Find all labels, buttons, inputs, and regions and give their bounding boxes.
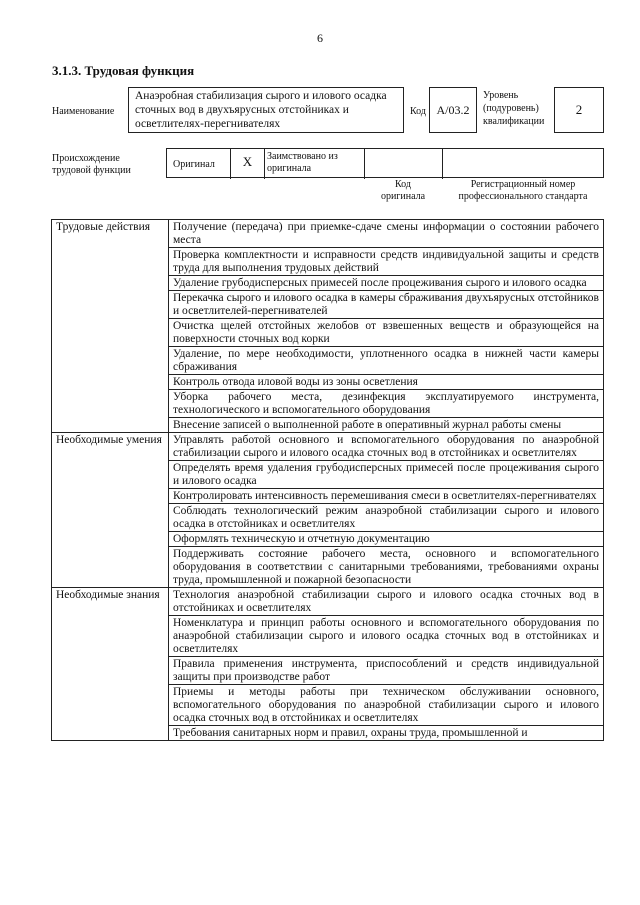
borrowed-cell xyxy=(265,149,365,179)
category-cell: Необходимые знания xyxy=(52,588,169,741)
item-cell: Контролировать интенсивность перемешивания смеси в осветлителях-перегнивателях xyxy=(169,489,604,504)
category-cell: Трудовые действия xyxy=(52,220,169,433)
name-value-box xyxy=(128,87,404,133)
item-cell: Оформлять техническую и отчетную документацию xyxy=(169,532,604,547)
item-cell: Контроль отвода иловой воды из зоны осветления xyxy=(169,375,604,390)
name-value: Анаэробная стабилизация сырого и илового осадка сточных вод в двухъярусных отстойниках и осветлителях-перегнивателях xyxy=(135,90,387,130)
table-row xyxy=(52,588,604,616)
level-label-1: Уровень xyxy=(483,90,519,101)
item-cell: Перекачка сырого и илового осадка в камеры сбраживания двухъярусных отстойников и осветлителей-перегнивателей xyxy=(169,291,604,319)
level-label-3: квалификации xyxy=(483,116,545,127)
item-cell: Получение (передача) при приемке-сдаче смены информации о состоянии рабочего места xyxy=(169,220,604,248)
item-cell: Внесение записей о выполненной работе в оперативный журнал работы смены xyxy=(169,418,604,433)
level-value: 2 xyxy=(575,102,583,117)
item-cell: Очистка щелей отстойных желобов от взвешенных веществ и образующейся на поверхности сточных вод корки xyxy=(169,319,604,347)
item-cell: Технология анаэробной стабилизации сырого и илового осадка сточных вод в отстойниках и осветлителях xyxy=(169,588,604,616)
item-cell: Уборка рабочего места, дезинфекция эксплуатируемого инструмента, технологического и вспомогательного оборудования xyxy=(169,390,604,418)
item-cell: Удаление грубодисперсных примесей после процеживания сырого и илового осадка xyxy=(169,276,604,291)
code-label: Код xyxy=(410,106,426,117)
page-number: 6 xyxy=(317,31,323,45)
original-cell xyxy=(167,149,231,179)
table-row xyxy=(52,433,604,461)
reg-caption-2: профессионального стандарта xyxy=(458,191,588,202)
code-caption xyxy=(364,179,442,203)
reg-caption-1: Регистрационный номер xyxy=(470,179,576,190)
item-cell: Требования санитарных норм и правил, охраны труда, промышленной и xyxy=(169,726,604,741)
origin-label-2: трудовой функции xyxy=(52,165,131,176)
item-cell: Удаление, по мере необходимости, уплотненного осадка в нижней части камеры сбраживания xyxy=(169,347,604,375)
name-label: Наименование xyxy=(52,106,115,117)
code-value-box xyxy=(429,87,477,133)
item-cell: Управлять работой основного и вспомогательного оборудования по анаэробной стабилизации сырого и илового осадка сточных вод в отстойниках и осветлителях xyxy=(169,433,604,461)
code-caption-1: Код xyxy=(395,179,411,190)
item-cell: Номенклатура и принцип работы основного и вспомогательного оборудования по анаэробной стабилизации сырого и илового осадка сточных вод в отстойниках и осветлителях xyxy=(169,616,604,657)
borrowed-label-1: Заимствовано из xyxy=(267,151,338,162)
item-cell: Поддерживать состояние рабочего места, основного и вспомогательного оборудования в соответствии с санитарными требованиями, требованиями охраны труда, промышленной и пожарной безопасности xyxy=(169,547,604,588)
reg-caption xyxy=(442,179,604,203)
origin-table xyxy=(166,148,604,178)
original-mark: X xyxy=(242,154,253,169)
item-cell: Приемы и методы работы при техническом обслуживании основного, вспомогательного оборудования по анаэробной стабилизации сырого и илового осадка сточных вод в отстойниках и осветлителях xyxy=(169,685,604,726)
original-label: Оригинал xyxy=(173,159,215,170)
origin-label-1: Происхождение xyxy=(52,153,120,164)
item-cell: Правила применения инструмента, приспособлений и средств индивидуальной защиты при производстве работ xyxy=(169,657,604,685)
level-value-box xyxy=(554,87,604,133)
code-caption-2: оригинала xyxy=(380,191,426,202)
category-cell: Необходимые умения xyxy=(52,433,169,588)
level-label-2: (подуровень) xyxy=(483,103,539,114)
original-code-cell xyxy=(365,149,443,179)
borrowed-label-2: оригинала xyxy=(267,163,312,174)
code-value: А/03.2 xyxy=(436,102,470,117)
item-cell: Определять время удаления грубодисперсных примесей после процеживания сырого и илового осадка xyxy=(169,461,604,489)
function-table xyxy=(51,219,604,741)
section-title: 3.1.3. Трудовая функция xyxy=(52,63,195,78)
item-cell: Соблюдать технологический режим анаэробной стабилизации сырого и илового осадка в отстойниках и осветлителях xyxy=(169,504,604,532)
item-cell: Проверка комплектности и исправности средств индивидуальной защиты и средств труда для выполнения трудовых действий xyxy=(169,248,604,276)
reg-number-cell xyxy=(443,149,603,179)
original-mark-cell xyxy=(231,149,265,179)
table-row xyxy=(52,220,604,248)
